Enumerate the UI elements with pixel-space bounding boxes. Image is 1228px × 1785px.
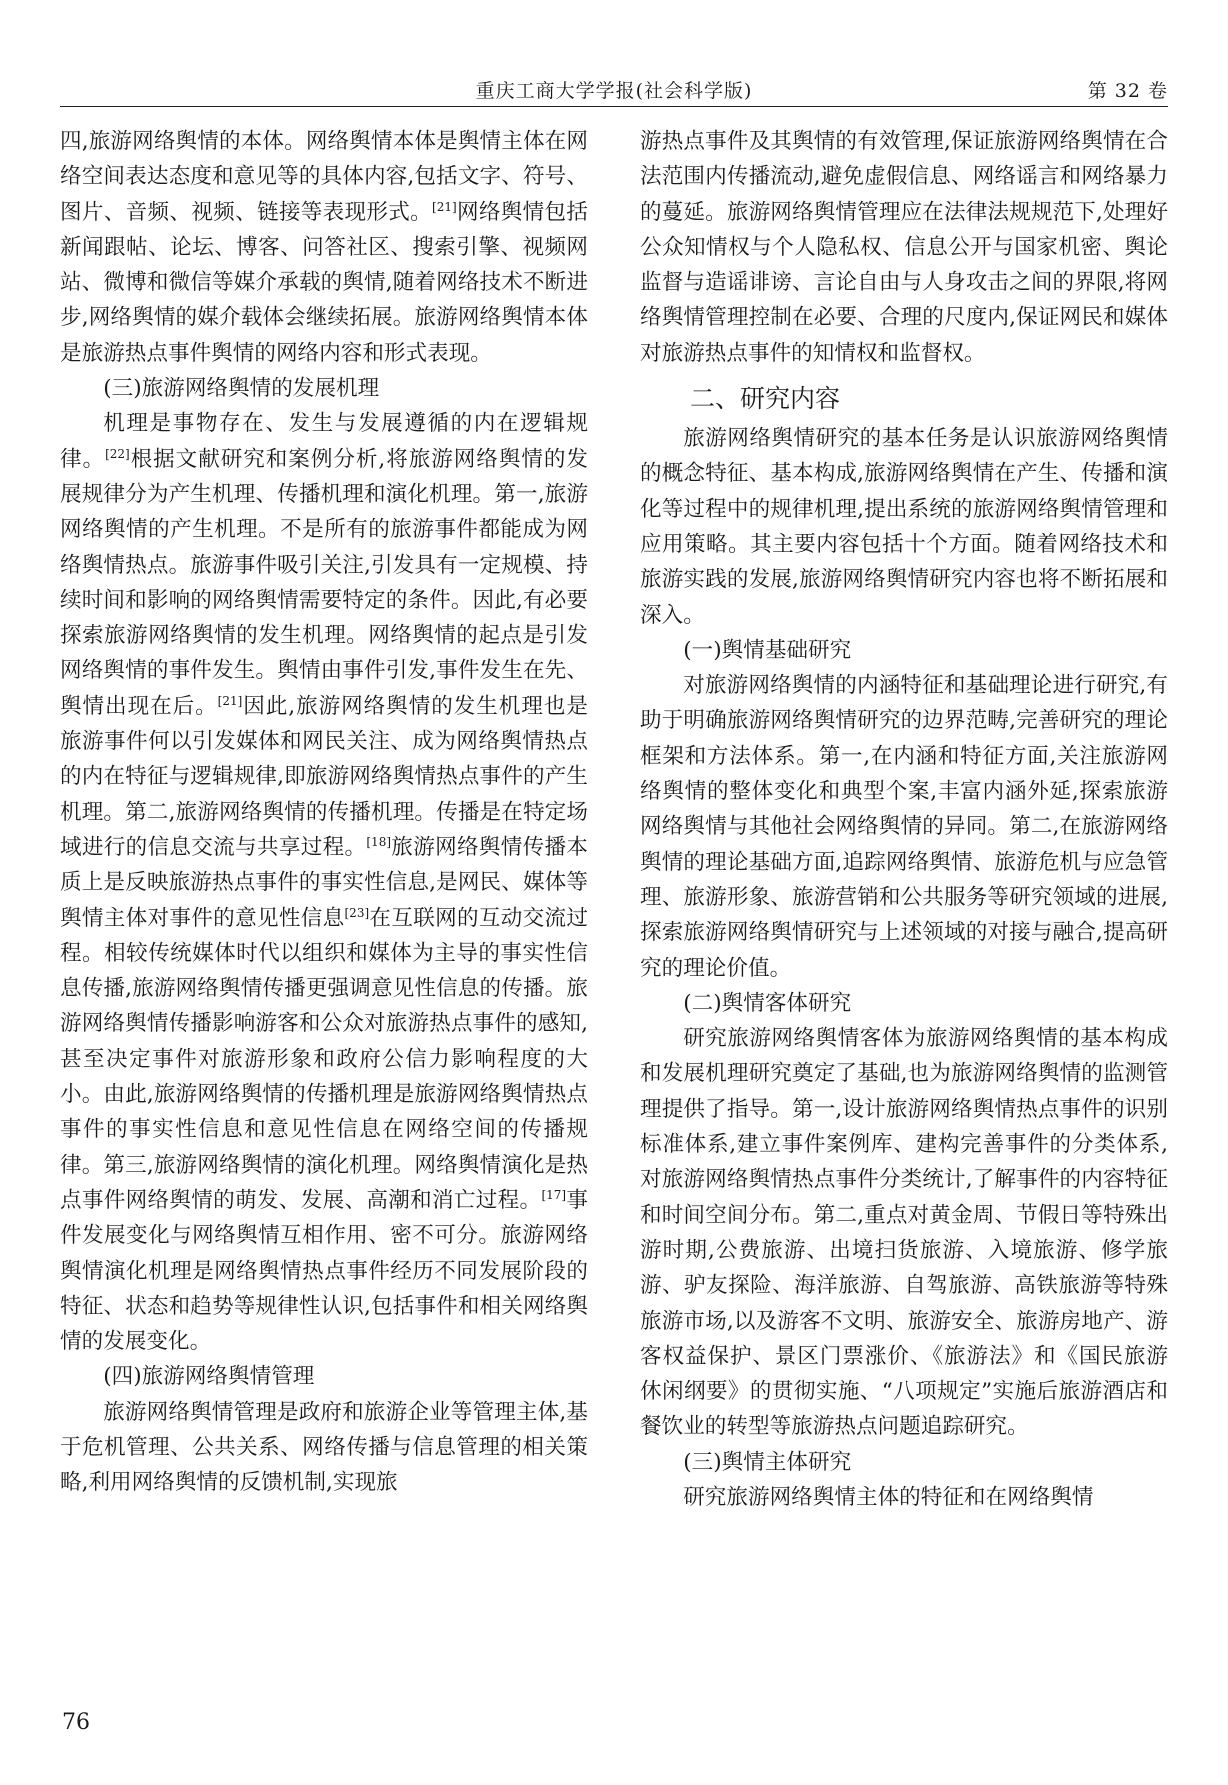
citation: [18] [366, 834, 392, 849]
section-heading: (三)旅游网络舆情的发展机理 [103, 376, 380, 402]
paragraph: 游热点事件及其舆情的有效管理,保证旅游网络舆情在合法范围内传播流动,避免虚假信息、网络谣言和网络暴力的蔓延。旅游网络舆情管理应在法律法规规范下,处理好公众知情权与个人隐私权、信息公开与国家机密、舆论监督与造谣诽谤、言论自由与人身攻击之间的界限,将网络舆情管理控制在必要、合理的尺度内,保证网民和媒体对旅游热点事件的知情权和监督权。 [640, 129, 1168, 366]
section-heading: (一)舆情基础研究 [683, 637, 852, 663]
section-heading: (二)舆情客体研究 [683, 990, 852, 1016]
paragraph: 研究旅游网络舆情客体为旅游网络舆情的基本构成和发展机理研究奠定了基础,也为旅游网络舆情的监测管理提供了指导。第一,设计旅游网络舆情热点事件的识别标准体系,建立事件案例库、建构完善事件的分类体系,对旅游网络舆情热点事件分类统计,了解事件的内容特征和时间空间分布。第二,重点对黄金周、节假日等特殊出游时期,公费旅游、出境扫货旅游、入境旅游、修学旅游、驴友探险、海洋旅游、自驾旅游、高铁旅游等特殊旅游市场,以及游客不文明、旅游安全、旅游房地产、游客权益保护、景区门票涨价、《旅游法》和《国民旅游休闲纲要》的贯彻实施、“八项规定”实施后旅游酒店和餐饮业的转型等旅游热点问题追踪研究。 [640, 1026, 1168, 1440]
paragraph: 研究旅游网络舆情主体的特征和在网络舆情 [683, 1484, 1094, 1510]
journal-title: 重庆工商大学学报(社会科学版) [475, 80, 753, 102]
volume-number: 第 32 卷 [1087, 80, 1168, 102]
running-header [60, 70, 1168, 107]
paragraph: 旅游网络舆情研究的基本任务是认识旅游网络舆情的概念特征、基本构成,旅游网络舆情在产生、传播和演化等过程中的规律机理,提出系统的旅游网络舆情管理和应用策略。其主要内容包括十个方面。随着网络技术和旅游实践的发展,旅游网络舆情研究内容也将不断拓展和深入。 [640, 426, 1168, 628]
paragraph: 对旅游网络舆情的内涵特征和基础理论进行研究,有助于明确旅游网络舆情研究的边界范畴,完善研究的理论框架和方法体系。第一,在内涵和特征方面,关注旅游网络舆情的整体变化和典型个案,丰富内涵外延,探索旅游网络舆情与其他社会网络舆情的异同。第二,在旅游网络舆情的理论基础方面,追踪网络舆情、旅游危机与应急管理、旅游形象、旅游营销和公共服务等研究领域的进展,探索旅游网络舆情研究与上述领域的对接与融合,提高研究的理论价值。 [640, 673, 1168, 981]
paragraph: 四,旅游网络舆情的本体。网络舆情本体是舆情主体在网络空间表达态度和意见等的具体内容,包括文字、符号、图片、音频、视频、链接等表现形式。[21]网络舆情包括新闻跟帖、论坛、博客、问答社区、搜索引擎、视频网站、微博和微信等媒介承载的舆情,随着网络技术不断进步,网络舆情的媒介载体会继续拓展。旅游网络舆情本体是旅游热点事件舆情的网络内容和形式表现。 [60, 129, 588, 366]
paragraph: 机理是事物存在、发生与发展遵循的内在逻辑规律。[22]根据文献研究和案例分析,将旅游网络舆情的发展规律分为产生机理、传播机理和演化机理。第一,旅游网络舆情的产生机理。不是所有的旅游事件都能成为网络舆情热点。旅游事件吸引关注,引发具有一定规模、持续时间和影响的网络舆情需要特定的条件。因此,有必要探索旅游网络舆情的发生机理。网络舆情的起点是引发网络舆情的事件发生。舆情由事件引发,事件发生在先、舆情出现在后。[21]因此,旅游网络舆情的发生机理也是旅游事件何以引发媒体和网民关注、成为网络舆情热点的内在特征与逻辑规律,即旅游网络舆情热点事件的产生机理。第二,旅游网络舆情的传播机理。传播是在特定场域进行的信息交流与共享过程。[18]旅游网络舆情传播本质上是反映旅游热点事件的事实性信息,是网民、媒体等舆情主体对事件的意见性信息[23]在互联网的互动交流过程。相较传统媒体时代以组织和媒体为主导的事实性信息传播,旅游网络舆情传播更强调意见性信息的传播。旅游网络舆情传播影响游客和公众对旅游热点事件的感知,甚至决定事件对旅游形象和政府公信力影响程度的大小。由此,旅游网络舆情的传播机理是旅游网络舆情热点事件的事实性信息和意见性信息在网络空间的传播规律。第三,旅游网络舆情的演化机理。网络舆情演化是热点事件网络舆情的萌发、发展、高潮和消亡过程。[17]事件发展变化与网络舆情互相作用、密不可分。旅游网络舆情演化机理是网络舆情热点事件经历不同发展阶段的特征、状态和趋势等规律性认识,包括事件和相关网络舆情的发展变化。 [60, 411, 588, 1355]
right-column [640, 124, 1168, 1724]
section-heading: (四)旅游网络舆情管理 [103, 1364, 315, 1390]
citation: [22] [105, 446, 130, 461]
citation: [23] [344, 905, 370, 920]
paragraph: 旅游网络舆情管理是政府和旅游企业等管理主体,基于危机管理、公共关系、网络传播与信息管理的相关策略,利用网络舆情的反馈机制,实现旅 [60, 1399, 588, 1496]
citation: [17] [541, 1187, 567, 1202]
chapter-heading: 二、研究内容 [690, 384, 841, 414]
citation: [21] [217, 693, 243, 708]
citation: [21] [432, 199, 457, 214]
section-heading: (三)舆情主体研究 [683, 1449, 852, 1475]
left-column [60, 124, 588, 1724]
page-number: 76 [62, 1710, 90, 1735]
